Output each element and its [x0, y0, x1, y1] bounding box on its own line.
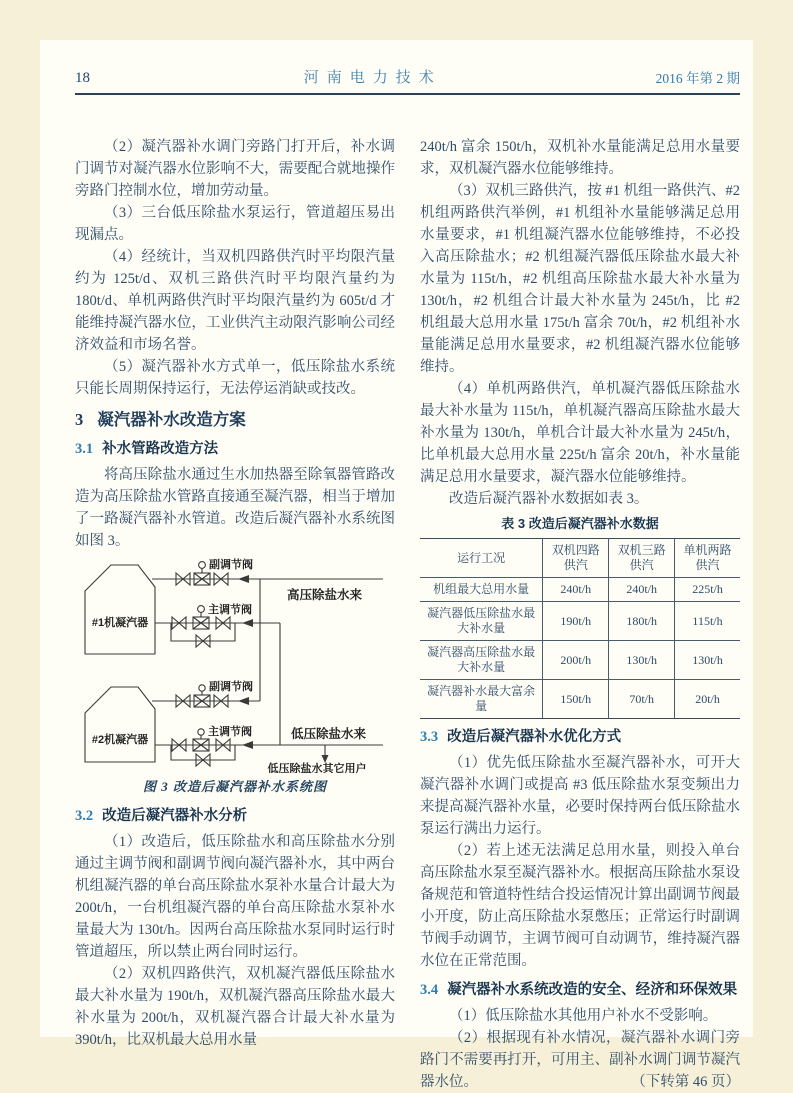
paragraph: （4）单机两路供汽，单机凝汽器低压除盐水最大补水量为 115t/h，单机凝汽器高压除盐水最大补水量为 130t/h，单机合计最大补水量为 245t/h，比单机最大总用水量 225t/h 富余 20t/h，补水量能满足总用水量要求，凝汽器水位能够维持。	[420, 381, 740, 485]
aux-valve-line-1	[152, 557, 383, 585]
flow-arrow-icon	[242, 741, 253, 749]
column-header: 双机四路供汽	[543, 539, 609, 578]
lp-supply-label: 低压除盐水来	[291, 727, 367, 741]
condenser-2-label: #2机凝汽器	[91, 734, 149, 746]
table-cell: 240t/h	[609, 578, 675, 602]
subsection-heading-3-4: 3.4 凝汽器补水系统改造的安全、经济和环保效果	[420, 982, 738, 998]
paragraph: 240t/h 富余 150t/h，双机补水量能满足总用水量要求，双机凝汽器水位能够维持。	[420, 139, 740, 177]
figure-3	[75, 557, 395, 798]
left-column	[75, 136, 395, 1051]
column-header: 运行工况	[420, 539, 543, 578]
control-valve-icon	[194, 562, 210, 585]
paragraph: （1）优先低压除盐水至凝汽器补水，可开大凝汽器补水调门或提高 #3 低压除盐水泵变频出力来提高凝汽器补水量，必要时保持两台低压除盐水泵运行满出力运行。	[420, 755, 740, 837]
paragraph: （2）根据现有补水情况，凝汽器补水调门旁路门不需要再打开，可用主、副补水调门调节凝汽器水位。 （下转第 46 页）	[420, 1027, 740, 1093]
aux-valve-line-2	[152, 679, 260, 707]
table-row	[420, 578, 740, 602]
column-header: 双机三路供汽	[609, 539, 675, 578]
table-cell: 190t/h	[543, 602, 609, 641]
main-valve-line-1	[155, 602, 280, 647]
table-row	[420, 641, 740, 680]
main-valve-label-2: 主调节阀	[208, 726, 252, 738]
paragraph: （3）三台低压除盐水泵运行，管道超压易出现漏点。	[75, 205, 395, 243]
table-row	[420, 602, 740, 641]
right-column	[420, 136, 740, 1093]
paragraph: （2）若上述无法满足总用水量，则投入单台高压除盐水泵至凝汽器补水。根据高压除盐水泵设备规范和管道特性结合投运情况计算出副调节阀最小开度，防止高压除盐水泵憋压；正常运行时副调节阀手动调节，主调节阀可自动调节，维持凝汽器水位在正常范围。	[420, 843, 740, 969]
paragraph: （2）凝汽器补水调门旁路门打开后，补水调门调节对凝汽器水位影响不大，需要配合就地操作旁路门控制水位，增加劳动量。	[75, 139, 395, 199]
section-heading-3: 3 凝汽器补水改造方案	[75, 410, 246, 429]
subsection-heading-3-2: 3.2 改造后凝汽器补水分析	[75, 808, 248, 824]
lp-other-users-branch	[268, 745, 367, 773]
subsection-heading-3-3: 3.3 改造后凝汽器补水优化方式	[420, 729, 622, 745]
table-cell: 130t/h	[609, 641, 675, 680]
subsection-heading-3-1: 3.1 补水管路改造方法	[75, 441, 219, 457]
paragraph: 将高压除盐水通过生水加热器至除氧器管路改造为高压除盐水管路直接通至凝汽器，相当于增加了一路凝汽器补水管道。改造后凝汽器补水系统图如图 3。	[75, 467, 395, 549]
flow-arrow-icon	[238, 575, 249, 583]
table-cell: 240t/h	[543, 578, 609, 602]
table-cell: 200t/h	[543, 641, 609, 680]
paragraph: （1）低压除盐水其他用户补水不受影响。	[449, 1008, 718, 1024]
flow-arrow-icon	[242, 619, 253, 627]
paragraph: （1）改造后，低压除盐水和高压除盐水分别通过主调节阀和副调节阀向凝汽器补水，其中两台机组凝汽器的单台高压除盐水泵补水量合计最大为 200t/h，一台机组凝汽器的单台高压除盐水泵补水量最大为 130t/h。因两台高压除盐水泵同时运行时管道超压，所以禁止两台同时运行。	[75, 834, 395, 960]
condenser-2	[85, 687, 155, 762]
figure-caption: 图 3 改造后凝汽器补水系统图	[142, 779, 327, 794]
row-label: 机组最大总用水量	[420, 578, 543, 602]
lp-other-users-label: 低压除盐水其它用户	[267, 763, 367, 773]
continued-on-note: （下转第 46 页）	[631, 1074, 740, 1090]
piping-diagram	[75, 557, 395, 773]
table-row	[420, 680, 740, 719]
table-cell: 180t/h	[609, 602, 675, 641]
paragraph: （3）双机三路供汽，按 #1 机组一路供汽、#2 机组两路供汽举例，#1 机组补水量能够满足总用水量要求，#1 机组凝汽器水位能够维持，不必投入高压除盐水；#2 机组凝汽器低压除盐水最大补水量为 115t/h，#2 机组高压除盐水最大补水量为 130t/h，#2 机组合计最大补水量为 245t/h，比 #2 机组最大总用水量 175t/h 富余 70t/h，#2 机组补水量能满足总用水量要求，#2 机组凝汽器水位能够维持。	[420, 183, 740, 375]
table-cell: 20t/h	[695, 691, 720, 706]
aux-valve-label-1: 副调节阀	[209, 559, 253, 571]
table-cell: 150t/h	[543, 680, 609, 719]
journal-title: 河南电力技术	[303, 70, 442, 86]
condenser-1	[85, 565, 155, 654]
makeup-water-table	[420, 538, 740, 719]
condenser-1-label: #1机凝汽器	[91, 617, 149, 629]
paragraph: （5）凝汽器补水方式单一，低压除盐水系统只能长周期保持运行，无法停运消缺或技改。	[75, 359, 395, 397]
flow-arrow-icon	[238, 697, 249, 705]
control-valve-icon	[193, 729, 209, 751]
row-label: 凝汽器低压除盐水最大补水量	[420, 602, 543, 641]
paper-sheet	[40, 40, 753, 1090]
table-cell: 225t/h	[675, 578, 740, 602]
table-cell: 130t/h	[675, 641, 740, 680]
down-arrow-icon	[322, 755, 329, 763]
table-cell: 70t/h	[609, 680, 675, 719]
issue-label: 2016 年第 2 期	[655, 71, 740, 86]
aux-valve-label-2: 副调节阀	[209, 681, 253, 693]
control-valve-icon	[193, 606, 209, 629]
table-caption: 表 3 改造后凝汽器补水数据	[501, 516, 659, 531]
paragraph: 改造后凝汽器补水数据如表 3。	[449, 491, 649, 507]
row-label: 凝汽器高压除盐水最大补水量	[420, 641, 543, 680]
column-header: 单机两路供汽	[675, 539, 740, 578]
paragraph: （2）双机四路供汽，双机凝汽器低压除盐水最大补水量为 190t/h，双机凝汽器高压除盐水最大补水量为 200t/h，双机凝汽器合计最大补水量为 390t/h，比双机最大总用水量	[75, 966, 395, 1048]
page-header	[75, 66, 740, 95]
row-label: 凝汽器补水最大富余量	[420, 680, 543, 719]
main-valve-label-1: 主调节阀	[208, 604, 252, 616]
paragraph: （4）经统计，当双机四路供汽时平均限汽量约为 125t/d、双机三路供汽时平均限汽量约为 180t/d、单机两路供汽时平均限汽量约为 605t/d 才能维持凝汽器水位，工业供汽主动限汽影响公司经济效益和市场名誉。	[75, 249, 395, 353]
control-valve-icon	[194, 685, 210, 707]
hp-supply-label: 高压除盐水来	[287, 588, 363, 602]
table-cell: 115t/h	[675, 602, 740, 641]
page-number: 18	[75, 70, 90, 86]
table-header-row	[420, 539, 740, 578]
